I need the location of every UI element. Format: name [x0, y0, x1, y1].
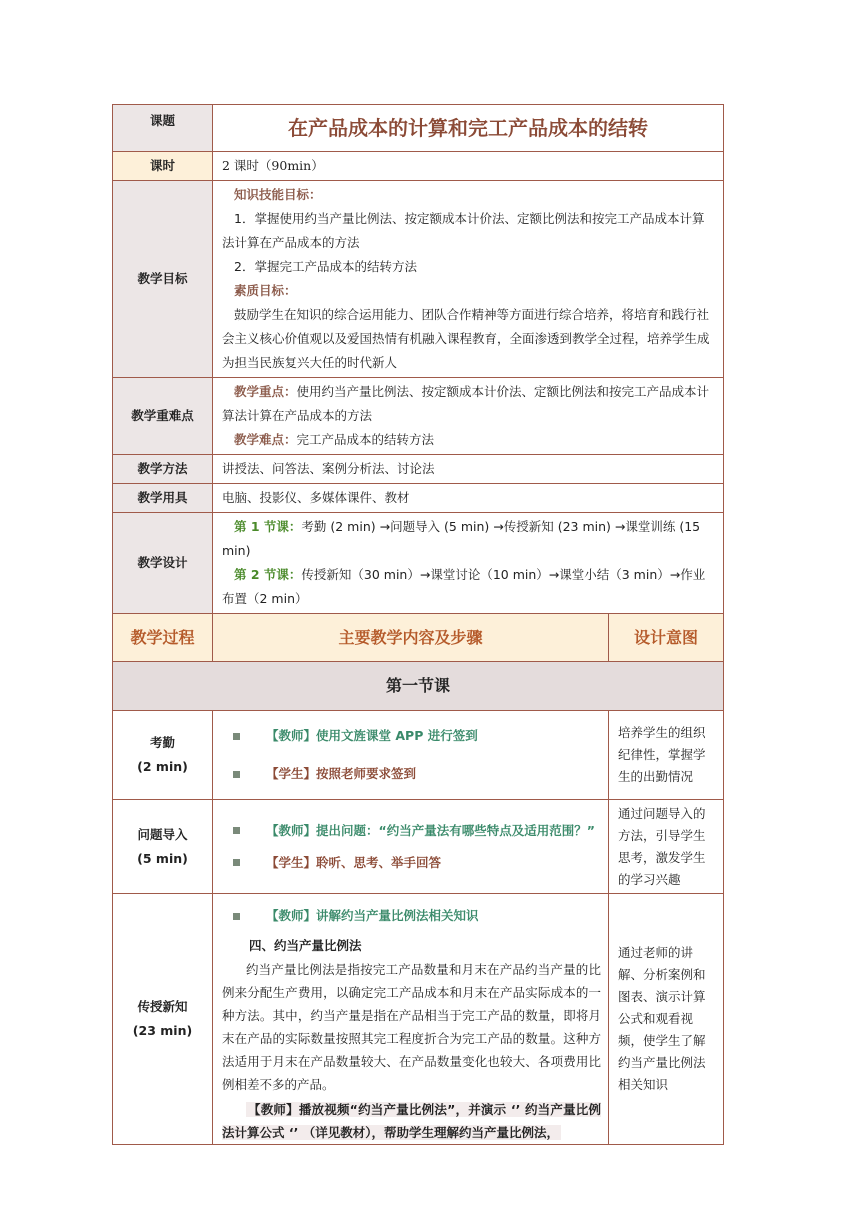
teach-row [113, 894, 724, 1145]
bullet-square-icon [233, 827, 240, 834]
section-title: 第一节课 [113, 662, 724, 711]
knowledge-goal-1: 1．掌握使用约当产量比例法、按定额成本计价法、定额比例法和按完工产品成本计算法计算在产品成本的方法 [222, 211, 705, 250]
goals-label: 教学目标 [113, 181, 213, 378]
teach-teacher-text: 【教师】讲解约当产量比例法相关知识 [266, 908, 479, 923]
intro-student-text: 【学生】聆听、思考、举手回答 [266, 854, 442, 870]
intro-intent: 通过问题导入的方法，引导学生思考，激发学生的学习兴趣 [609, 800, 724, 894]
teach-subtitle: 四、约当产量比例法 [249, 938, 362, 953]
design-content [213, 513, 724, 614]
attendance-intent: 培养学生的组织纪律性，掌握学生的出勤情况 [609, 711, 724, 800]
quality-goal-title: 素质目标： [234, 283, 297, 298]
session-1-plan [222, 515, 715, 563]
session-2-text: 传授新知（30 min）→课堂讨论（10 min）→课堂小结（3 min）→作业布置（2 min） [222, 567, 706, 606]
method-row [113, 455, 724, 484]
difficult-point-title: 教学难点： [234, 432, 297, 447]
knowledge-goal-2: 2．掌握完工产品成本的结转方法 [234, 259, 417, 274]
intro-stage-time: (5 min) [137, 850, 188, 866]
hours-label: 课时 [113, 152, 213, 181]
goals-row [113, 181, 724, 378]
attendance-teacher-text: 【教师】使用文旌课堂 APP 进行签到 [266, 728, 478, 743]
method-value: 讲授法、问答法、案例分析法、讨论法 [213, 455, 724, 484]
attendance-student-text: 【学生】按照老师要求签到 [266, 766, 417, 781]
attendance-stage [113, 711, 213, 800]
difficult-point-text: 完工产品成本的结转方法 [296, 432, 435, 447]
hours-row [113, 152, 724, 181]
session-2-title: 第 2 节课： [234, 567, 302, 582]
intro-content [213, 800, 609, 894]
tools-row [113, 484, 724, 513]
lesson-plan-table [112, 104, 724, 1145]
attendance-stage-name: 考勤 [149, 735, 175, 750]
goals-content [213, 181, 724, 378]
key-point [222, 380, 715, 428]
hours-value: 2 课时（90min） [213, 152, 724, 181]
attendance-row [113, 711, 724, 800]
intro-teacher-item [213, 819, 608, 843]
bullet-square-icon [233, 859, 240, 866]
knowledge-goal-title: 知识技能目标： [234, 187, 322, 202]
focus-content [213, 378, 724, 455]
key-point-title: 教学重点： [234, 384, 297, 399]
teach-stage-time: (23 min) [132, 1023, 193, 1038]
bullet-square-icon [233, 771, 240, 778]
process-header-row [113, 614, 724, 662]
bullet-square-icon [233, 913, 240, 920]
teach-content [213, 894, 609, 1145]
key-point-text: 使用约当产量比例法、按定额成本计价法、定额比例法和按完工产品成本计算法计算在产品成本的方法 [222, 384, 710, 423]
teach-video-text: 【教师】播放视频“约当产量比例法”，并演示 ‘’ 约当产量比例法计算公式 ‘’ （详见教材），帮助学生理解约当产量比例法， [222, 1102, 601, 1140]
design-row [113, 513, 724, 614]
intro-teacher-text: 【教师】提出问题：“约当产量法有哪些特点及适用范围？” [266, 822, 595, 838]
process-col-content: 主要教学内容及步骤 [213, 614, 609, 662]
teach-teacher-item [213, 904, 608, 928]
session-1-title: 第 1 节课： [234, 519, 302, 534]
topic-label: 课题 [113, 105, 213, 152]
attendance-stage-time: (2 min) [137, 759, 188, 774]
teach-intent: 通过老师的讲解、分析案例和图表、演示计算公式和观看视频，使学生了解约当产量比例法相关知识 [609, 894, 724, 1145]
teach-stage [113, 894, 213, 1145]
intro-stage-name: 问题导入 [137, 826, 188, 842]
focus-row [113, 378, 724, 455]
intro-student-item [213, 851, 608, 875]
topic-title: 在产品成本的计算和完工产品成本的结转 [213, 105, 724, 152]
session-2-plan [222, 563, 715, 611]
tools-value: 电脑、投影仪、多媒体课件、教材 [213, 484, 724, 513]
section-row [113, 662, 724, 711]
topic-row [113, 105, 724, 152]
teach-stage-name: 传授新知 [137, 999, 188, 1014]
method-label: 教学方法 [113, 455, 213, 484]
session-1-text: 考勤 (2 min) →问题导入 (5 min) →传授新知 (23 min) →课堂训练 (15 min) [222, 519, 701, 558]
process-col-stage: 教学过程 [113, 614, 213, 662]
bullet-square-icon [233, 733, 240, 740]
attendance-content [213, 711, 609, 800]
attendance-teacher-item [213, 724, 608, 748]
focus-label: 教学重难点 [113, 378, 213, 455]
quality-goal-1: 鼓励学生在知识的综合运用能力、团队合作精神等方面进行综合培养，将培育和践行社会主义核心价值观以及爱国热情有机融入课程教育，全面渗透到教学全过程，培养学生成为担当民族复兴大任的时代新人 [222, 307, 710, 370]
intro-stage [113, 800, 213, 894]
tools-label: 教学用具 [113, 484, 213, 513]
teach-video [213, 1098, 608, 1144]
design-label: 教学设计 [113, 513, 213, 614]
difficult-point [222, 428, 715, 452]
teach-paragraph: 约当产量比例法是指按完工产品数量和月末在产品约当产量的比例来分配生产费用，以确定完工产品成本和月末在产品实际成本的一种方法。其中，约当产量是指在产品相当于完工产品的数量，即将月末在产品的实际数量按照其完工程度折合为完工产品的数量。这种方法适用于月末在产品数量较大、在产品数量变化也较大、各项费用比例相差不多的产品。 [222, 962, 601, 1092]
attendance-student-item [213, 762, 608, 786]
intro-row [113, 800, 724, 894]
lesson-plan-document [112, 104, 723, 1145]
process-col-intent: 设计意图 [609, 614, 724, 662]
